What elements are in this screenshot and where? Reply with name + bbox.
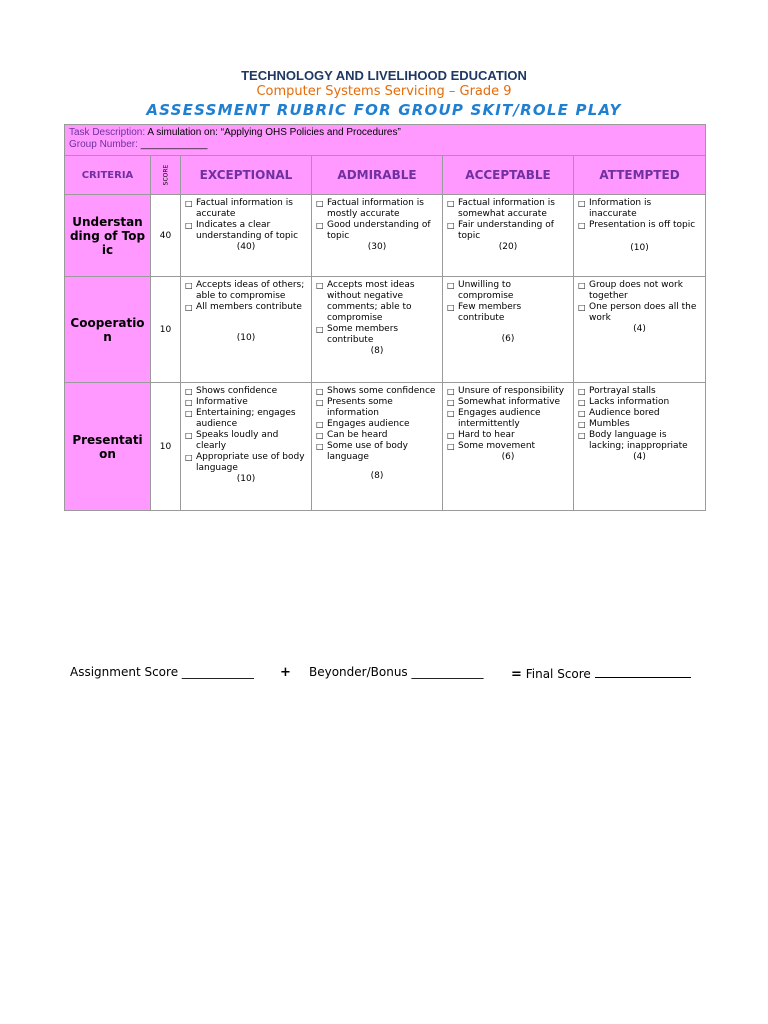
checkbox-icon: □ (447, 221, 455, 230)
list-item (447, 430, 569, 441)
task-description (65, 125, 706, 156)
final-score-line (595, 665, 691, 678)
list-item (578, 419, 701, 430)
points-value: (10) (236, 333, 256, 343)
item-text: Hard to hear (458, 430, 515, 440)
checkbox-icon: □ (316, 420, 324, 429)
cell-attempted (574, 277, 706, 383)
final-score (511, 665, 691, 682)
title-course: Computer Systems Servicing – Grade 9 (256, 84, 512, 99)
list-item (316, 386, 438, 397)
list-item (316, 324, 438, 346)
item-text: Can be heard (327, 430, 388, 440)
item-text: Some movement (458, 441, 536, 451)
item-text: Somewhat informative (458, 397, 561, 407)
cell-attempted (574, 195, 706, 277)
points-value: (6) (501, 452, 515, 462)
criteria-score: 10 (151, 383, 181, 511)
checkbox-icon: □ (447, 303, 455, 312)
list-item (185, 386, 307, 397)
list-item (316, 198, 438, 220)
item-text: Group does not work together (589, 280, 683, 301)
group-number-blank: ____________ (137, 139, 208, 150)
assignment-score-label: Assignment Score (70, 665, 179, 679)
item-text: Some use of body language (327, 441, 408, 462)
list-item (316, 397, 438, 419)
points-value: (10) (236, 474, 256, 484)
level-admirable: ADMIRABLE (312, 156, 443, 195)
points-value: (30) (367, 242, 387, 252)
item-text: Unwilling to compromise (458, 280, 514, 301)
item-text: Informative (196, 397, 248, 407)
item-text: Factual information is mostly accurate (327, 198, 424, 219)
assignment-score (70, 665, 254, 679)
cell-admirable (312, 277, 443, 383)
checkbox-icon: □ (185, 398, 193, 407)
item-text: One person does all the work (589, 302, 697, 323)
item-text: Body language is lacking; inappropriate (589, 430, 688, 451)
final-score-label: Final Score (525, 667, 591, 681)
list-item (185, 430, 307, 452)
checkbox-icon: □ (447, 387, 455, 396)
points-value: (8) (370, 471, 384, 481)
list-item (578, 408, 701, 419)
checkbox-icon: □ (185, 409, 193, 418)
points-value: (6) (501, 334, 515, 344)
list-item (316, 220, 438, 242)
list-item (578, 280, 701, 302)
checkbox-icon: □ (578, 281, 586, 290)
item-text: Few members contribute (458, 302, 522, 323)
task-label: Task Description: (69, 127, 146, 138)
checkbox-icon: □ (185, 387, 193, 396)
item-text: All members contribute (196, 302, 302, 312)
list-item (447, 386, 569, 397)
item-text: Some members contribute (327, 324, 399, 345)
list-item (447, 220, 569, 242)
cell-acceptable (443, 383, 574, 511)
bonus-score-blank: ____________ (407, 665, 484, 679)
row-presentation (65, 383, 706, 511)
checkbox-icon: □ (447, 281, 455, 290)
points-value: (20) (498, 242, 518, 252)
header-row (65, 156, 706, 195)
score-header (151, 156, 181, 195)
points-value: (4) (633, 452, 646, 462)
checkbox-icon: □ (185, 303, 193, 312)
item-text: Information is inaccurate (589, 198, 652, 219)
list-item (578, 430, 701, 452)
list-item (185, 280, 307, 302)
item-text: Presents some information (327, 397, 393, 418)
assignment-score-blank: ____________ (178, 665, 254, 679)
list-item (578, 198, 701, 220)
checkbox-icon: □ (316, 387, 324, 396)
criteria-name: Cooperation (65, 277, 151, 383)
checkbox-icon: □ (316, 325, 324, 334)
task-row (65, 125, 706, 156)
item-text: Factual information is somewhat accurate (458, 198, 555, 219)
points-value: (10) (630, 243, 649, 253)
cell-admirable (312, 383, 443, 511)
list-item (578, 386, 701, 397)
list-item (316, 430, 438, 441)
list-item (185, 302, 307, 313)
item-text: Unsure of responsibility (458, 386, 565, 396)
item-text: Mumbles (589, 419, 630, 429)
group-number-label: Group Number: (69, 139, 138, 150)
cell-admirable (312, 195, 443, 277)
criteria-name: Understanding of Topic (65, 195, 151, 277)
checkbox-icon: □ (316, 199, 324, 208)
item-text: Fair understanding of topic (458, 220, 554, 241)
cell-acceptable (443, 195, 574, 277)
checkbox-icon: □ (316, 431, 324, 440)
checkbox-icon: □ (578, 387, 586, 396)
list-item (316, 441, 438, 463)
list-item (185, 408, 307, 430)
list-item (447, 441, 569, 452)
points-value: (40) (236, 242, 256, 252)
task-value: A simulation on: “Applying OHS Policies and Procedures” (145, 127, 401, 138)
item-text: Accepts ideas of others; able to compromise (196, 280, 305, 301)
checkbox-icon: □ (185, 431, 193, 440)
checkbox-icon: □ (447, 431, 455, 440)
rubric-table (64, 124, 706, 511)
item-text: Shows some confidence (327, 386, 436, 396)
item-text: Presentation is off topic (589, 220, 696, 230)
bonus-score-label: Beyonder/Bonus (309, 665, 408, 679)
item-text: Audience bored (589, 408, 660, 418)
list-item (447, 408, 569, 430)
item-text: Engages audience intermittently (458, 408, 541, 429)
checkbox-icon: □ (447, 398, 455, 407)
list-item (447, 302, 569, 324)
checkbox-icon: □ (185, 281, 193, 290)
plus-sign: + (280, 665, 291, 680)
checkbox-icon: □ (185, 221, 193, 230)
checkbox-icon: □ (578, 431, 586, 440)
item-text: Engages audience (327, 419, 410, 429)
list-item (578, 397, 701, 408)
item-text: Appropriate use of body language (196, 452, 305, 473)
level-exceptional: EXCEPTIONAL (181, 156, 312, 195)
checkbox-icon: □ (578, 303, 586, 312)
list-item (578, 302, 701, 324)
bonus-score (309, 665, 484, 679)
checkbox-icon: □ (316, 221, 324, 230)
list-item (185, 452, 307, 474)
list-item (316, 419, 438, 430)
checkbox-icon: □ (578, 398, 586, 407)
criteria-header: CRITERIA (65, 156, 151, 195)
list-item (316, 280, 438, 324)
list-item (578, 220, 701, 231)
cell-exceptional (181, 195, 312, 277)
list-item (185, 220, 307, 242)
checkbox-icon: □ (578, 420, 586, 429)
row-understanding (65, 195, 706, 277)
cell-acceptable (443, 277, 574, 383)
title-rubric: ASSESSMENT RUBRIC FOR GROUP SKIT/ROLE PLAY (146, 101, 622, 119)
list-item (447, 280, 569, 302)
checkbox-icon: □ (578, 409, 586, 418)
row-cooperation (65, 277, 706, 383)
score-header-text: SCORE (162, 164, 169, 186)
cell-exceptional (181, 383, 312, 511)
list-item (447, 397, 569, 408)
list-item (185, 397, 307, 408)
item-text: Shows confidence (196, 386, 278, 396)
list-item (447, 198, 569, 220)
criteria-name: Presentation (65, 383, 151, 511)
criteria-score: 10 (151, 277, 181, 383)
checkbox-icon: □ (578, 199, 586, 208)
checkbox-icon: □ (447, 199, 455, 208)
checkbox-icon: □ (316, 398, 324, 407)
level-acceptable: ACCEPTABLE (443, 156, 574, 195)
item-text: Portrayal stalls (589, 386, 656, 396)
checkbox-icon: □ (447, 442, 455, 451)
item-text: Indicates a clear understanding of topic (196, 220, 299, 241)
checkbox-icon: □ (185, 199, 193, 208)
item-text: Factual information is accurate (196, 198, 293, 219)
cell-attempted (574, 383, 706, 511)
cell-exceptional (181, 277, 312, 383)
checkbox-icon: □ (578, 221, 586, 230)
checkbox-icon: □ (185, 453, 193, 462)
checkbox-icon: □ (447, 409, 455, 418)
checkbox-icon: □ (316, 442, 324, 451)
level-attempted: ATTEMPTED (574, 156, 706, 195)
item-text: Good understanding of topic (327, 220, 431, 241)
title-subject: TECHNOLOGY AND LIVELIHOOD EDUCATION (241, 68, 527, 83)
criteria-score: 40 (151, 195, 181, 277)
item-text: Speaks loudly and clearly (196, 430, 279, 451)
list-item (185, 198, 307, 220)
equals-sign: = (511, 667, 522, 682)
item-text: Lacks information (589, 397, 670, 407)
points-value: (4) (633, 324, 646, 334)
checkbox-icon: □ (316, 281, 324, 290)
points-value: (8) (370, 346, 384, 356)
item-text: Entertaining; engages audience (196, 408, 296, 429)
item-text: Accepts most ideas without negative comments; able to compromise (327, 280, 415, 323)
